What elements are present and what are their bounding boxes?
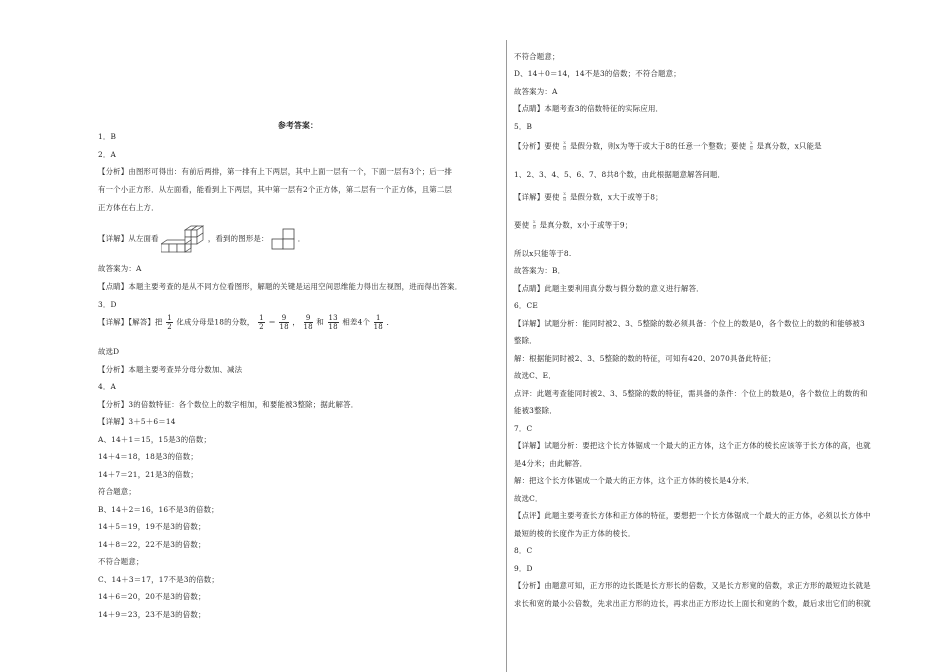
solution-7: 解：把这个长方体锯成一个最大的正方体，这个正方体的棱长是4分米． — [514, 476, 755, 485]
detail-3-text-b: 化成分母是18的分数， — [176, 317, 255, 327]
comment-7-line1: 【点评】此题主要考查长方体和正方体的特征，要想把一个长方体锯成一个最大的正方体，必须以长方体中 — [514, 511, 871, 520]
fraction-nine-eighteenths-b — [304, 314, 313, 331]
answer-title: 参考答案： — [278, 121, 318, 130]
detail-5-text-d: 是真分数，x小于或等于9； — [539, 220, 633, 230]
analysis-5-text-a: 【分析】要使 — [514, 141, 560, 151]
answer-4: 4．A — [98, 382, 117, 391]
analysis-3: 【分析】本题主要考查异分母分数加、减法 — [98, 365, 243, 374]
answer-1: 1．B — [98, 132, 117, 141]
fraction-numerator: x — [563, 141, 567, 146]
remark-5: 【点睛】此题主要利用真分数与假分数的意义进行解答． — [514, 284, 704, 293]
comment-6-line2: 能被3整除． — [514, 406, 557, 415]
detail-3 — [98, 314, 394, 331]
answer-6: 6．CE — [514, 301, 538, 310]
analysis-5-line2: 1、2、3、4、5、6、7、8共8个数，由此根据题意解答问题． — [514, 170, 726, 179]
fraction-denominator: 8 — [749, 147, 754, 153]
fraction-denominator: 18 — [328, 323, 338, 331]
fraction-denominator: 9 — [532, 226, 537, 232]
option-c-line1: C、14＋3＝17，17不是3的倍数； — [98, 575, 219, 584]
option-d-line: D、14＋0＝14，14不是3的倍数；不符合题意； — [514, 69, 681, 78]
remark-2: 【点睛】本题主要考查的是从不同方位看图形，解题的关键是运用空间思维能力得出左视图，进而得出答案． — [98, 282, 463, 291]
detail-7-line1: 【详解】试题分析：要把这个长方体锯成一个最大的正方体，这个正方体的棱长应该等于长方体的高，也就 — [514, 441, 871, 450]
fraction-numerator: 13 — [328, 314, 338, 322]
answer-3: 3．D — [98, 300, 117, 309]
detail-6-line2: 整除． — [514, 336, 537, 345]
left-view-figure — [271, 228, 295, 250]
answer-6-final: 故选C、E． — [514, 371, 556, 380]
fraction-x-over-8-c — [563, 192, 566, 203]
option-a-line2: 14＋4＝18，18是3的倍数； — [98, 452, 198, 461]
option-b-line1: B、14＋2＝16，16不是3的倍数； — [98, 505, 219, 514]
answer-3-final: 故选D — [98, 347, 120, 356]
answer-8: 8．C — [514, 546, 533, 555]
fraction-numerator: 1 — [374, 314, 383, 323]
fraction-denominator: 2 — [167, 323, 172, 331]
detail-3-text-d: ， — [292, 317, 300, 327]
right-column — [514, 0, 914, 672]
option-a-line3: 14＋7＝21，21是3的倍数； — [98, 470, 198, 479]
column-divider — [506, 40, 507, 672]
answer-4-final: 故答案为：A — [514, 87, 558, 96]
detail-3-text-c: ＝ — [268, 317, 276, 327]
analysis-5-text-b: 是假分数，则x为等于或大于8的任意一个整数；要使 — [569, 141, 747, 151]
answer-5: 5．B — [514, 122, 533, 131]
analysis-4: 【分析】3的倍数特征：各个数位上的数字相加，和要能被3整除；据此解答． — [98, 400, 359, 409]
detail-2-text-b: ，看到的图形是： — [207, 234, 269, 243]
answer-7-final: 故选C． — [514, 494, 543, 503]
fraction-denominator: 2 — [259, 323, 264, 331]
fraction-numerator: x — [749, 141, 753, 146]
comment-6-line1: 点评：此题考查能同时被2、3、5整除的数的特征，需具备的条件：个位上的数是0，各个数位上的数的和 — [514, 389, 868, 398]
answer-2: 2．A — [98, 150, 117, 159]
fraction-one-half — [166, 314, 173, 331]
option-b-line2: 14＋5＝19，19不是3的倍数； — [98, 522, 206, 531]
fraction-denominator: 8 — [563, 147, 567, 153]
fraction-nine-eighteenths — [279, 314, 288, 331]
analysis-9-line2: 求长和宽的最小公倍数，先求出正方形的边长，再求出正方形边长上面长和宽的个数，最后求出它们的积就 — [514, 599, 871, 608]
fraction-denominator: 18 — [279, 323, 289, 331]
detail-2 — [98, 224, 305, 254]
analysis-2-line2: 有一个小正方形．从左面看，能看到上下两层，其中第一层有2个正方体，第二层有一个正方体，且第二层 — [98, 185, 453, 194]
option-a-verdict: 符合题意； — [98, 487, 136, 496]
left-column — [98, 0, 498, 672]
detail-3-text-f: 相差4个 — [342, 317, 371, 327]
fraction-numerator: 9 — [279, 314, 288, 323]
fraction-denominator: 18 — [373, 323, 383, 331]
option-c-line3: 14＋9＝23，23不是3的倍数； — [98, 610, 206, 619]
comment-7-line2: 最短的棱的长度作为正方体的棱长． — [514, 529, 636, 538]
cube-stack-figure — [161, 224, 205, 254]
answer-5-final: 故答案为：B． — [514, 266, 566, 275]
answer-2-final: 故答案为：A — [98, 264, 142, 273]
fraction-numerator: 1 — [259, 314, 264, 322]
answer-7: 7．C — [514, 424, 533, 433]
detail-3-text-g: ． — [386, 317, 395, 327]
analysis-2-line3: 正方体在右上方． — [98, 203, 159, 212]
detail-5-text-a: 【详解】要使 — [514, 192, 560, 202]
fraction-numerator: 1 — [167, 314, 172, 322]
fraction-denominator: 18 — [303, 323, 313, 331]
option-b-line3: 14＋8＝22，22不是3的倍数； — [98, 540, 206, 549]
fraction-denominator: 8 — [563, 198, 567, 204]
analysis-9-line1: 【分析】由题意可知，正方形的边长既是长方形长的倍数，又是长方形宽的倍数，求正方形的最短边长就是 — [514, 581, 871, 590]
fraction-x-over-9 — [533, 220, 536, 231]
solution-6: 解：根据能同时被2、3、5整除的数的特征，可知有420、2070具备此特征； — [514, 354, 776, 363]
detail-3-text-e: 和 — [316, 317, 324, 327]
remark-4: 【点睛】本题考查3的倍数特征的实际应用． — [514, 104, 664, 113]
detail-7-line2: 是4分米；由此解答． — [514, 459, 588, 468]
fraction-x-over-8-b — [750, 141, 753, 152]
detail-2-text-c: ． — [297, 234, 306, 243]
fraction-thirteen-eighteenths — [328, 314, 339, 331]
analysis-5-line1 — [514, 141, 822, 152]
fraction-one-half-b — [258, 314, 265, 331]
detail-5-line1 — [514, 192, 663, 203]
fraction-numerator: x — [563, 192, 567, 197]
detail-5-text-b: 是假分数，x大于或等于8； — [569, 192, 663, 202]
detail-4: 【详解】3＋5＋6＝14 — [98, 417, 176, 426]
option-a-line1: A、14＋1＝15，15是3的倍数； — [98, 435, 212, 444]
option-c-verdict: 不符合题意； — [514, 52, 560, 61]
detail-3-text-a: 【详解】【解答】把 — [98, 317, 163, 327]
fraction-one-eighteenth — [374, 314, 383, 331]
detail-2-text-a: 【详解】从左面看 — [98, 234, 159, 243]
analysis-2-line1: 【分析】由图形可得出：有前后两排，第一排有上下两层，其中上面一层有一个，下面一层有3个；后一排 — [98, 167, 453, 176]
option-b-verdict: 不符合题意； — [98, 557, 144, 566]
fraction-numerator: x — [532, 220, 536, 225]
detail-6-line1: 【详解】试题分析：能同时被2、3、5整除的数必须具备：个位上的数是0，各个数位上的数的和能够被3 — [514, 319, 865, 328]
fraction-x-over-8 — [563, 141, 566, 152]
fraction-numerator: 9 — [304, 314, 313, 323]
detail-5-line2 — [514, 220, 632, 231]
detail-5-line3: 所以x只能等于8. — [514, 249, 572, 258]
answer-9: 9．D — [514, 564, 533, 573]
detail-5-text-c: 要使 — [514, 220, 530, 230]
option-c-line2: 14＋6＝20，20不是3的倍数； — [98, 592, 206, 601]
analysis-5-text-c: 是真分数，x只能是 — [756, 141, 822, 151]
